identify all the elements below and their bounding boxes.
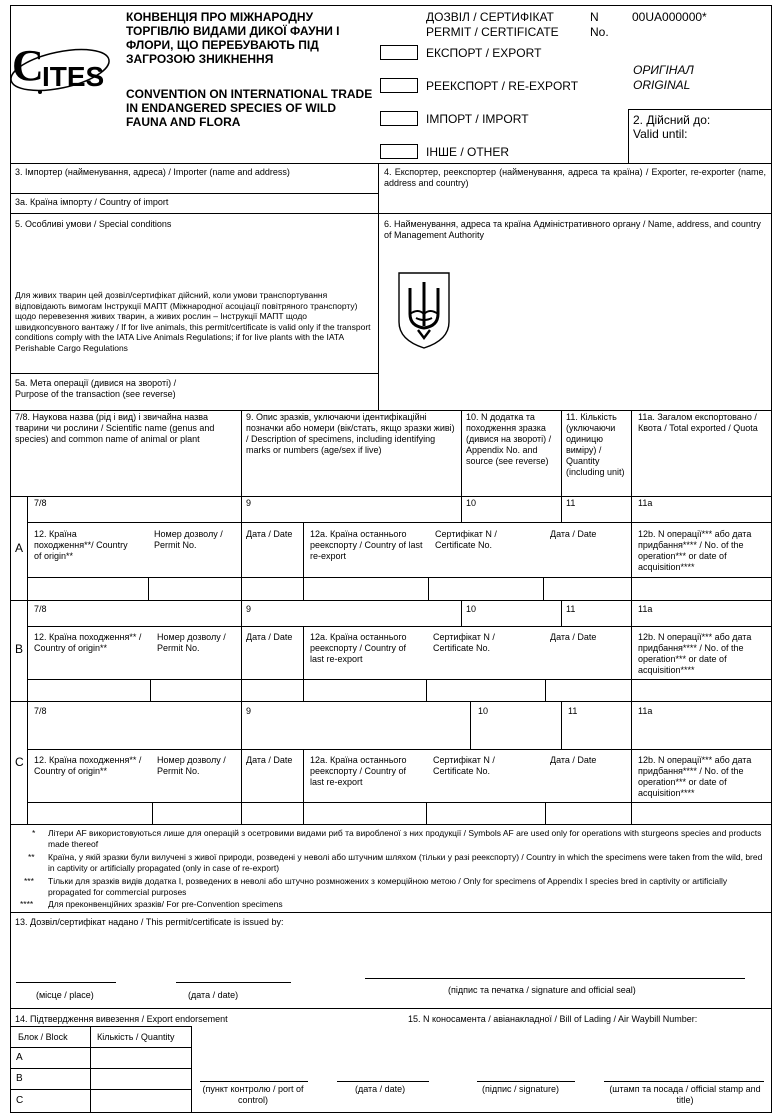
block-c-last-reexport: 12a. Країна останнього реекспорту / Country of last re-export [310,755,407,787]
port-line[interactable] [200,1081,308,1082]
endorse-date-line[interactable] [337,1081,429,1082]
footnote-1-mark: * [32,828,36,838]
field-6-management-authority[interactable]: 6. Найменування, адреса та країна Адміністративного органу / Name, address, and country of Management Authority [384,219,761,240]
field-3a-country-import[interactable]: 3a. Країна імпорту / Country of import [15,197,169,207]
col-11a-header: 11a. Загалом експортовано / Квота / Total exported / Quota [638,412,758,433]
block-b-certificate-no: Сертифікат N / Certificate No. [433,632,495,653]
block-c-operation-no: 12b. N операції*** або дата придбання**** / No. of the operation*** or date of acquisition**** [638,755,752,798]
reexport-checkbox[interactable] [380,78,418,93]
block-b-date2: Дата / Date [550,632,597,642]
col-9-header: 9. Опис зразків, уключаючи ідентифікаційні позначки або номери (вік/стать, якщо зразки живі) / Description of specimens, including identifying marks or numbers (age/sex if live) [246,412,455,455]
block-c-permit-no: Номер дозволу / Permit No. [157,755,226,776]
valid-until-label-en: Valid until: [633,127,688,141]
block-c-7-8[interactable]: 7/8 [34,706,47,716]
date-label: (дата / date) [188,990,239,1000]
block-c-country-origin: 12. Країна походження** / Country of origin** [34,755,142,776]
block-a-country-origin: 12. Країна походження**/ Country of origin** [34,529,128,561]
title-ua: КОНВЕНЦІЯ ПРО МІЖНАРОДНУ ТОРГІВЛЮ ВИДАМИ ДИКОЇ ФАУНИ І ФЛОРИ, ЩО ПЕРЕБУВАЮТЬ ПІД ЗАГРОЗОЮ ЗНИКНЕННЯ [126,10,340,66]
block-b-permit-no: Номер дозволу / Permit No. [157,632,226,653]
reexport-label: РЕЕКСПОРТ / RE-EXPORT [426,79,579,93]
block-b-9[interactable]: 9 [246,604,252,614]
block-a-permit-no: Номер дозволу / Permit No. [154,529,223,550]
signature-line[interactable] [365,978,745,979]
block-c-date2: Дата / Date [550,755,597,765]
block-a-last-reexport: 12a. Країна останнього реекспорту / Country of last re-export [310,529,423,561]
footnote-3-text: Тільки для зразків видів додатка I, розведених в неволі або штучно розмножених з комерційною метою / Only for specimens of Appendix I species bred in captivity or artificially propagated for commercial purposes [48,876,728,897]
col-10-header: 10. N додатка та походження зразка (дивися на звороті) / Appendix No. and source (see reverse) [466,412,552,466]
col-11-header: 11. Кількість (уключаючи одиницю виміру) / Quantity (including unit) [566,412,625,477]
quantity-col-header: Кількість / Quantity [97,1032,175,1042]
block-c-letter: C [15,755,24,769]
block-c-11a[interactable]: 11a [638,706,653,716]
footnote-1-text: Літери AF використовуються лише для операцій з осетровими видами риб та виробленої з них продукції / Symbols AF are used only for operations with sturgeons species and products made thereof [48,828,762,849]
col-7-8-header: 7/8. Наукова назва (рід і вид) і звичайна назва тварини чи рослини / Scientific name (genus and species) and common name of animal or plant [15,412,215,444]
footnote-2-mark: ** [28,852,35,862]
permit-label-en: PERMIT / CERTIFICATE [426,25,559,39]
port-label: (пункт контролю / port of control) [202,1084,304,1105]
permit-number: 00UA000000* [632,10,707,24]
endorse-row-b: B [16,1073,23,1084]
ukraine-coat-of-arms [396,270,452,350]
block-c-9[interactable]: 9 [246,706,252,716]
footnote-4-text: Для преконвенційних зразків/ For pre-Convention specimens [48,899,283,909]
no-label: No. [590,25,609,39]
endorse-row-c: C [16,1095,24,1106]
block-b-11a[interactable]: 11a [638,604,653,614]
field-5a-purpose-en: Purpose of the transaction (see reverse) [15,389,176,399]
cites-logo [6,32,114,100]
endorse-date-label: (дата / date) [355,1084,406,1094]
block-b-10[interactable]: 10 [466,604,477,614]
block-col-header: Блок / Block [18,1032,68,1042]
block-a-11a[interactable]: 11a [638,498,653,508]
permit-label-ua: ДОЗВІЛ / СЕРТИФІКАТ [426,10,554,24]
block-c-11[interactable]: 11 [568,706,578,716]
field-5a-purpose-ua[interactable]: 5a. Мета операції (дивися на звороті) / [15,378,177,388]
block-a-11[interactable]: 11 [566,498,576,508]
place-label: (місце / place) [36,990,94,1000]
field-5-special-conditions[interactable]: 5. Особливі умови / Special conditions [15,219,172,229]
block-b-date: Дата / Date [246,632,293,642]
svg-text:C: C [12,41,44,90]
title-en: CONVENTION ON INTERNATIONAL TRADE IN ENDANGERED SPECIES OF WILD FAUNA AND FLORA [126,87,373,129]
signature-label: (підпис та печатка / signature and official seal) [448,985,636,995]
svg-text:ITES: ITES [42,61,105,92]
block-a-date2: Дата / Date [550,529,597,539]
field-14-export-endorsement: 14. Підтвердження вивезення / Export endorsement [15,1014,228,1024]
import-checkbox[interactable] [380,111,418,126]
stamp-label: (штамп та посада / official stamp and title) [609,1084,761,1105]
block-a-10[interactable]: 10 [466,498,477,508]
import-label: ІМПОРТ / IMPORT [426,112,529,126]
original-ua: ОРИГІНАЛ [633,63,694,77]
stamp-line[interactable] [604,1081,764,1082]
block-b-7-8[interactable]: 7/8 [34,604,47,614]
other-label: ІНШЕ / OTHER [426,145,510,159]
export-label: ЕКСПОРТ / EXPORT [426,46,542,60]
export-checkbox[interactable] [380,45,418,60]
endorse-signature-label: (підпис / signature) [482,1084,560,1094]
footnote-2-text: Країна, у якій зразки були вилучені з живої природи, розведені у неволі або штучним шляхом (тільки у разі реекспорту) / Country in which the specimens were taken from the wild, bred in captivity or artificially propagated (only in case of re-export) [48,852,763,873]
block-a-date: Дата / Date [246,529,293,539]
n-label: N [590,10,599,24]
original-en: ORIGINAL [633,78,691,92]
field-4-exporter[interactable]: 4. Експортер, реекспортер (найменування, адреса та країна) / Exporter, re-exporter (name, address and country) [384,167,766,188]
date-line[interactable] [176,982,291,983]
block-a-9[interactable]: 9 [246,498,252,508]
footnote-4-mark: **** [20,899,34,909]
block-c-certificate-no: Сертифікат N / Certificate No. [433,755,495,776]
place-line[interactable] [16,982,116,983]
block-b-last-reexport: 12a. Країна останнього реекспорту / Country of last re-export [310,632,407,664]
block-c-date: Дата / Date [246,755,293,765]
block-a-7-8[interactable]: 7/8 [34,498,47,508]
endorse-signature-line[interactable] [477,1081,575,1082]
block-b-letter: B [15,642,24,656]
block-a-certificate-no: Сертифікат N / Certificate No. [435,529,497,550]
field-3-importer[interactable]: 3. Імпортер (найменування, адреса) / Importer (name and address) [15,167,290,177]
endorse-row-a: A [16,1052,23,1063]
block-b-operation-no: 12b. N операції*** або дата придбання**** / No. of the operation*** or date of acquisition**** [638,632,752,675]
field-5-text: Для живих тварин цей дозвіл/сертифікат дійсний, коли умови транспортування відповідають вимогам Інструкції МАПТ (Міжнародної асоціації повітряного транспорту) щодо перевезення живих тварин, а живих рослин – Інструкції МАПТ щодо швидкопсувного вантажу / If for live animals, this permit/certificate is valid only if the transport conditions comply with the IATA Live Animals Regulations; if for live plants with the IATA Perishable Cargo Regulations [15,290,371,353]
valid-until-label-ua: 2. Дійсний до: [633,113,711,127]
field-15-bill-of-lading[interactable]: 15. N коносамента / авіанакладної / Bill of Lading / Air Waybill Number: [408,1014,698,1024]
footnote-3-mark: *** [24,876,34,886]
block-a-operation-no: 12b. N операції*** або дата придбання**** / No. of the operation*** or date of acquisition**** [638,529,752,572]
block-a-letter: A [15,541,24,555]
block-b-country-origin: 12. Країна походження** / Country of origin** [34,632,142,653]
block-c-10[interactable]: 10 [478,706,489,716]
block-b-11[interactable]: 11 [566,604,576,614]
field-13-issued-by: 13. Дозвіл/сертифікат надано / This permit/certificate is issued by: [15,917,284,927]
other-checkbox[interactable] [380,144,418,159]
